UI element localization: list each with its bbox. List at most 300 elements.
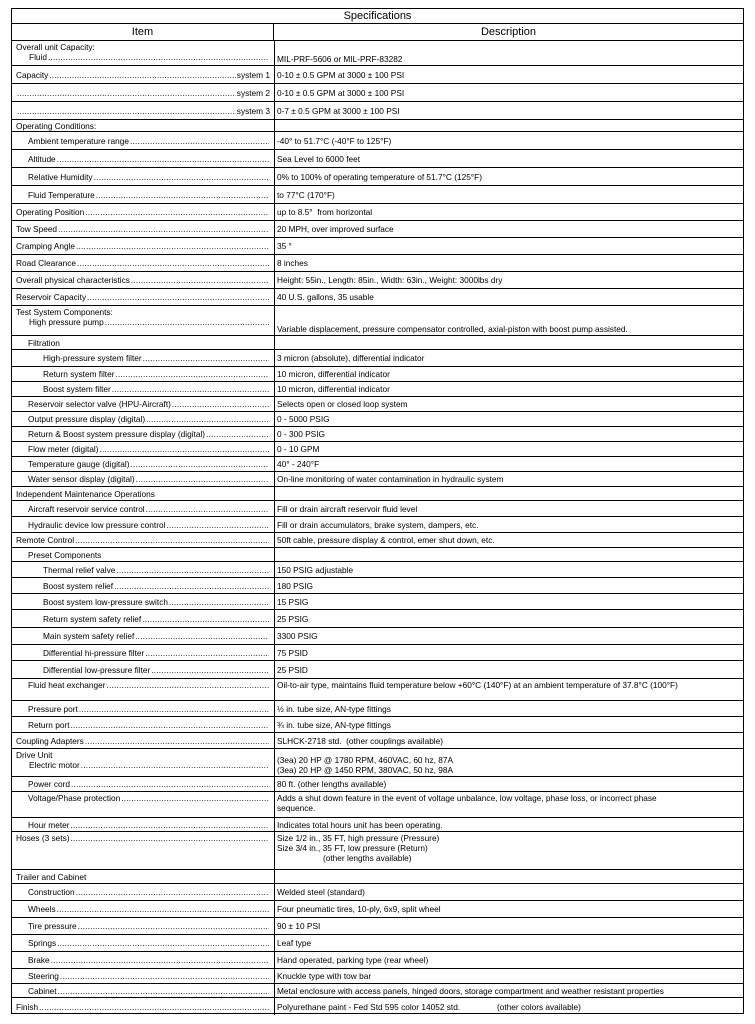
description-text: Hand operated, parking type (rear wheel) — [277, 955, 429, 965]
dot-leader — [206, 429, 269, 439]
description-cell — [274, 306, 743, 335]
item-label-leader — [28, 474, 270, 484]
item-label-leader — [28, 971, 270, 981]
item-label: Temperature gauge (digital) — [28, 459, 130, 469]
description-text: ½ in. tube size, AN-type fittings — [277, 703, 391, 714]
dot-leader — [105, 317, 269, 327]
description-text: (other lengths available) — [323, 853, 412, 863]
item-cell — [12, 594, 274, 609]
item-label: Cabinet — [28, 985, 57, 996]
item-cell — [12, 255, 274, 271]
description-cell — [274, 472, 743, 486]
item-cell — [12, 427, 274, 441]
item-cell — [12, 645, 274, 660]
description-text: 150 PSIG adjustable — [277, 564, 354, 575]
table-title-text: Specifications — [343, 10, 412, 22]
description-cell — [274, 427, 743, 441]
item-cell — [12, 150, 274, 167]
dot-leader — [76, 887, 269, 897]
dot-leader — [143, 353, 269, 363]
item-label: Flow meter (digital) — [28, 444, 99, 454]
dot-leader — [58, 224, 269, 234]
item-label: Return & Boost system pressure display (digital) — [28, 429, 206, 439]
description-cell — [274, 84, 743, 101]
table-row — [12, 562, 743, 578]
dot-leader — [70, 833, 269, 843]
description-cell — [274, 918, 743, 934]
description-cell — [274, 679, 743, 700]
table-row — [12, 66, 743, 84]
description-text: Fill or drain aircraft reservoir fluid level — [277, 503, 418, 514]
table-row — [12, 204, 743, 221]
dot-leader — [85, 207, 269, 217]
item-label-leader — [16, 106, 270, 116]
table-row — [12, 884, 743, 901]
description-cell — [274, 150, 743, 167]
dot-leader — [116, 565, 269, 575]
item-label-leader — [16, 207, 270, 217]
table-row — [12, 412, 743, 427]
item-label-leader — [28, 429, 270, 439]
table-row — [12, 132, 743, 150]
dot-leader — [145, 648, 269, 658]
table-row — [12, 952, 743, 969]
item-label-leader — [43, 614, 270, 624]
description-cell — [274, 661, 743, 678]
table-row — [12, 41, 743, 66]
table-row — [12, 168, 743, 186]
table-body — [12, 41, 743, 1015]
table-row — [12, 427, 743, 442]
dot-leader — [135, 631, 269, 641]
item-section-label: Operating Conditions: — [16, 120, 97, 131]
item-label-leader — [28, 938, 270, 948]
item-section-label: Independent Maintenance Operations — [16, 488, 155, 499]
table-row — [12, 969, 743, 984]
dot-leader — [87, 292, 269, 302]
item-cell — [12, 289, 274, 305]
item-label-leader — [28, 820, 270, 830]
item-cell — [12, 501, 274, 516]
table-row — [12, 628, 743, 645]
item-cell — [12, 84, 274, 101]
item-label-leader — [28, 704, 270, 714]
description-text: SLHCK-2718 std. (other couplings available) — [277, 735, 444, 746]
description-text: 0 - 10 GPM — [277, 444, 320, 454]
description-text: Oil-to-air type, maintains fluid temperature below +60°C (140°F) at an ambient temperature of 37.8°C (100°F) — [277, 680, 678, 690]
description-cell — [274, 935, 743, 951]
item-label-leader — [16, 317, 270, 327]
description-cell — [274, 832, 743, 869]
description-cell — [274, 221, 743, 237]
table-row — [12, 935, 743, 952]
item-label: High pressure pump — [29, 317, 104, 327]
description-text: 10 micron, differential indicator — [277, 369, 390, 379]
item-cell — [12, 186, 274, 203]
description-text: Knuckle type with tow bar — [277, 971, 372, 981]
dot-leader — [17, 88, 236, 98]
item-label: Differential hi-pressure filter — [43, 647, 145, 658]
description-cell — [274, 238, 743, 254]
item-label-leader — [28, 444, 270, 454]
item-label: Pressure port — [28, 703, 78, 714]
item-group-heading: Test System Components: — [16, 307, 113, 317]
item-cell — [12, 870, 274, 883]
description-text: 20 MPH, over improved surface — [277, 224, 394, 234]
description-text: Size 1/2 in., 35 FT, high pressure (Pressure) — [277, 833, 440, 843]
table-title — [12, 9, 743, 24]
dot-leader — [78, 921, 269, 931]
dot-leader — [60, 971, 269, 981]
table-header — [12, 24, 743, 41]
description-cell — [274, 884, 743, 900]
dot-leader — [79, 704, 269, 714]
dot-leader — [17, 106, 236, 116]
item-cell — [12, 221, 274, 237]
dot-leader — [71, 779, 269, 789]
item-label: Differential low-pressure filter — [43, 664, 151, 675]
item-label-leader — [16, 760, 270, 770]
description-cell — [274, 168, 743, 185]
table-row — [12, 984, 743, 998]
item-label: Tire pressure — [28, 921, 77, 931]
dot-leader — [94, 172, 269, 182]
dot-leader — [100, 444, 269, 454]
item-label: Brake — [28, 955, 50, 965]
dot-leader — [151, 665, 269, 675]
description-text: 10 micron, differential indicator — [277, 384, 390, 394]
dot-leader — [51, 955, 269, 965]
table-row — [12, 221, 743, 238]
item-label: Electric motor — [29, 760, 80, 770]
description-text: Indicates total hours unit has been operating. — [277, 819, 443, 830]
item-label-leader — [16, 70, 270, 80]
table-row — [12, 306, 743, 336]
item-cell — [12, 998, 274, 1015]
description-cell — [274, 548, 743, 561]
item-label: Altitude — [28, 153, 56, 164]
description-cell — [274, 350, 743, 366]
description-text: sequence. — [277, 803, 316, 813]
dot-leader — [172, 399, 269, 409]
table-row — [12, 272, 743, 289]
description-text: Selects open or closed loop system — [277, 399, 408, 409]
table-row — [12, 733, 743, 749]
description-cell — [274, 733, 743, 748]
description-text: 15 PSIG — [277, 596, 309, 607]
table-row — [12, 350, 743, 367]
description-text: Size 3/4 in., 35 FT, low pressure (Return) — [277, 843, 428, 853]
table-row — [12, 578, 743, 594]
table-row — [12, 517, 743, 533]
item-label-leader — [28, 399, 270, 409]
description-text: Sea Level to 6000 feet — [277, 153, 361, 164]
item-cell — [12, 610, 274, 627]
item-label: Voltage/Phase protection — [28, 793, 121, 803]
item-label: Fluid heat exchanger — [28, 680, 106, 690]
dot-leader — [169, 597, 269, 607]
item-label: Reservoir Capacity — [16, 292, 87, 302]
table-row — [12, 487, 743, 501]
description-cell — [274, 186, 743, 203]
dot-leader — [131, 275, 269, 285]
description-cell — [274, 272, 743, 288]
item-section-label: Filtration — [28, 337, 60, 348]
item-label: Road Clearance — [16, 258, 76, 268]
table-row — [12, 238, 743, 255]
item-label-leader — [16, 224, 270, 234]
description-cell — [274, 204, 743, 220]
table-row — [12, 255, 743, 272]
table-row — [12, 998, 743, 1015]
item-label-leader — [43, 565, 270, 575]
description-cell — [274, 628, 743, 644]
description-text: Adds a shut down feature in the event of voltage unbalance, low voltage, phase loss, or incorrect phase — [277, 793, 657, 803]
dot-leader — [146, 504, 269, 514]
item-label-leader — [43, 581, 270, 591]
description-text: Variable displacement, pressure compensator controlled, axial-piston with boost pump assisted. — [277, 324, 628, 334]
dot-leader — [115, 369, 269, 379]
description-cell — [274, 610, 743, 627]
table-row — [12, 818, 743, 832]
item-label: Water sensor display (digital) — [28, 474, 135, 484]
item-cell — [12, 901, 274, 917]
item-label: Steering — [28, 971, 59, 981]
item-cell — [12, 792, 274, 817]
item-cell — [12, 204, 274, 220]
item-cell — [12, 238, 274, 254]
item-cell — [12, 952, 274, 968]
description-text: 25 PSIG — [277, 613, 309, 624]
table-row — [12, 457, 743, 472]
item-label: Remote Control — [16, 535, 75, 545]
dot-leader — [76, 241, 269, 251]
description-cell — [274, 132, 743, 149]
description-cell — [274, 66, 743, 83]
table-row — [12, 717, 743, 733]
description-cell — [274, 818, 743, 831]
item-label: Construction — [28, 887, 75, 897]
item-cell — [12, 777, 274, 791]
description-cell — [274, 412, 743, 426]
table-row — [12, 120, 743, 132]
description-cell — [274, 501, 743, 516]
table-row — [12, 777, 743, 792]
description-text: 50ft cable, pressure display & control, emer shut down, etc. — [277, 535, 495, 545]
item-cell — [12, 818, 274, 831]
item-label-leader — [28, 887, 270, 897]
item-suffix: system 3 — [236, 105, 270, 116]
description-cell — [274, 442, 743, 456]
item-label-leader — [28, 680, 270, 690]
table-row — [12, 901, 743, 918]
description-cell — [274, 870, 743, 883]
table-row — [12, 870, 743, 884]
item-label-leader — [16, 292, 270, 302]
description-cell — [274, 367, 743, 381]
description-text: 35 ° — [277, 241, 292, 251]
table-row — [12, 84, 743, 102]
description-text: Welded steel (standard) — [277, 887, 365, 897]
description-text: 0 - 5000 PSIG — [277, 414, 330, 424]
item-cell — [12, 306, 274, 335]
item-cell — [12, 132, 274, 149]
item-section-label: Trailer and Cabinet — [16, 871, 87, 882]
description-cell — [274, 969, 743, 983]
item-cell — [12, 367, 274, 381]
description-text: ¾ in. tube size, AN-type fittings — [277, 719, 391, 730]
item-cell — [12, 472, 274, 486]
table-row — [12, 661, 743, 679]
description-cell — [274, 255, 743, 271]
item-label-leader — [16, 241, 270, 251]
table-row — [12, 336, 743, 350]
description-text: to 77°C (170°F) — [277, 189, 335, 200]
description-cell — [274, 457, 743, 471]
dot-leader — [130, 459, 269, 469]
table-row — [12, 397, 743, 412]
description-text: (3ea) 20 HP @ 1450 RPM, 380VAC, 50 hz, 98A — [277, 765, 453, 775]
dot-leader — [121, 793, 269, 803]
item-cell — [12, 272, 274, 288]
description-cell — [274, 397, 743, 411]
item-label: Wheels — [28, 904, 56, 914]
item-label-leader — [16, 1002, 270, 1012]
item-label-leader — [28, 520, 270, 530]
item-label-leader — [28, 172, 270, 182]
dot-leader — [71, 820, 270, 830]
item-cell — [12, 168, 274, 185]
item-cell — [12, 733, 274, 748]
description-cell — [274, 41, 743, 65]
table-row — [12, 533, 743, 548]
description-cell — [274, 533, 743, 547]
item-label: Output pressure display (digital) — [28, 414, 146, 424]
description-text: Fill or drain accumulators, brake system, dampers, etc. — [277, 519, 479, 530]
item-suffix: system 1 — [236, 69, 270, 80]
item-label: Main system safety relief — [43, 631, 135, 641]
item-cell — [12, 517, 274, 532]
dot-leader — [39, 1002, 269, 1012]
item-cell — [12, 548, 274, 561]
item-label-leader — [43, 384, 270, 394]
item-label-leader — [28, 136, 270, 146]
dot-leader — [81, 760, 269, 770]
item-label: Springs — [28, 938, 57, 948]
table-row — [12, 472, 743, 487]
description-cell — [274, 777, 743, 791]
description-text: 75 PSID — [277, 647, 308, 658]
description-cell — [274, 901, 743, 917]
item-label-leader — [16, 258, 270, 268]
item-label-leader — [43, 631, 270, 641]
item-cell — [12, 918, 274, 934]
item-label-leader — [43, 369, 270, 379]
table-row — [12, 701, 743, 717]
description-text: up to 8.5° from horizontal — [277, 207, 373, 217]
description-text: 40 U.S. gallons, 35 usable — [277, 292, 374, 302]
item-label-leader — [43, 648, 270, 658]
item-cell — [12, 350, 274, 366]
description-cell — [274, 289, 743, 305]
item-label: Return system safety relief — [43, 613, 142, 624]
item-label: Power cord — [28, 779, 70, 789]
dot-leader — [85, 736, 269, 746]
item-label-leader — [16, 88, 270, 98]
item-label-leader — [28, 779, 270, 789]
item-label: Coupling Adapters — [16, 735, 84, 746]
dot-leader — [49, 70, 236, 80]
item-cell — [12, 457, 274, 471]
item-cell — [12, 336, 274, 349]
column-header-description: Description — [480, 26, 537, 38]
item-label-leader — [28, 504, 270, 514]
item-cell — [12, 984, 274, 997]
dot-leader — [57, 904, 269, 914]
description-cell — [274, 749, 743, 776]
description-text: 180 PSIG — [277, 580, 313, 591]
item-label: Finish — [16, 1001, 39, 1012]
description-text: Metal enclosure with access panels, hinged doors, storage compartment and weather resistant properties — [277, 985, 664, 996]
item-cell — [12, 562, 274, 577]
dot-leader — [48, 52, 269, 62]
description-cell — [274, 952, 743, 968]
dot-leader — [146, 414, 269, 424]
item-cell — [12, 717, 274, 732]
table-row — [12, 102, 743, 120]
item-label-leader — [28, 955, 270, 965]
dot-leader — [114, 581, 269, 591]
description-cell — [274, 487, 743, 500]
item-label: Fluid — [29, 52, 47, 62]
item-label: Reservoir selector valve (HPU-Aircraft) — [28, 399, 171, 409]
item-label: Hour meter — [28, 819, 70, 830]
dot-leader — [136, 474, 269, 484]
dot-leader — [112, 384, 269, 394]
item-label-leader — [28, 904, 270, 914]
item-label: Thermal relief valve — [43, 564, 116, 575]
item-cell — [12, 679, 274, 700]
table-row — [12, 186, 743, 204]
dot-leader — [130, 136, 269, 146]
table-row — [12, 792, 743, 818]
item-section-label: Preset Components — [28, 549, 102, 560]
description-text: Four pneumatic tires, 10-ply, 6x9, split wheel — [277, 904, 441, 914]
item-suffix: system 2 — [236, 87, 270, 98]
item-cell — [12, 120, 274, 131]
item-label: Ambient temperature range — [28, 135, 130, 146]
description-text: Polyurethane paint - Fed Std 595 color 14052 std. (other colors available) — [277, 1001, 581, 1012]
item-label: Boost system low-pressure switch — [43, 596, 168, 607]
table-row — [12, 594, 743, 610]
description-text: 0% to 100% of operating temperature of 51.7°C (125°F) — [277, 171, 482, 182]
description-text: 0-10 ± 0.5 GPM at 3000 ± 100 PSI — [277, 87, 405, 98]
item-label-leader — [16, 736, 270, 746]
table-row — [12, 442, 743, 457]
table-row — [12, 289, 743, 306]
dot-leader — [166, 520, 269, 530]
item-label: Operating Position — [16, 207, 85, 217]
description-text: 0-7 ± 0.5 GPM at 3000 ± 100 PSI — [277, 105, 400, 116]
table-row — [12, 150, 743, 168]
table-row — [12, 367, 743, 382]
item-label: Boost system filter — [43, 384, 111, 394]
description-cell — [274, 562, 743, 577]
item-label-leader — [28, 459, 270, 469]
dot-leader — [142, 614, 269, 624]
description-text: 90 ± 10 PSI — [277, 921, 321, 931]
item-label: Hoses (3 sets) — [16, 833, 70, 843]
